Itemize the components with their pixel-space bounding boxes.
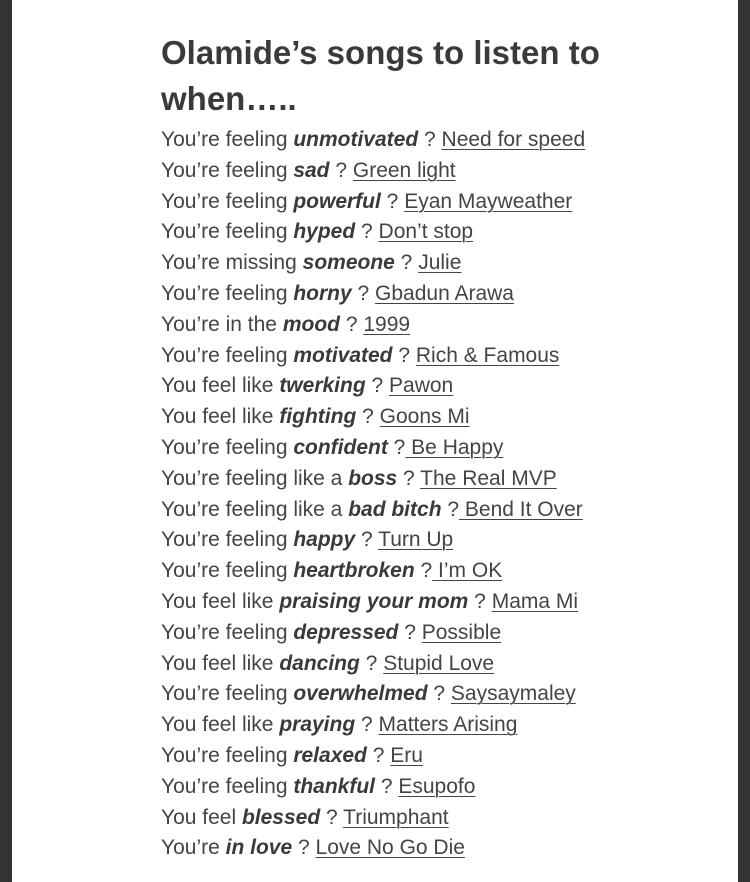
song-link[interactable]: Love No Go Die bbox=[315, 836, 465, 860]
prompt-text: You’re feeling bbox=[161, 559, 294, 583]
list-item bbox=[161, 833, 585, 864]
list-item bbox=[161, 587, 585, 618]
song-link[interactable]: Julie bbox=[418, 251, 462, 275]
mood-keyword: thankful bbox=[293, 774, 375, 798]
list-item bbox=[161, 402, 585, 433]
song-link[interactable]: Esupofo bbox=[398, 774, 476, 798]
list-item bbox=[161, 464, 585, 495]
song-link[interactable]: Don’t stop bbox=[378, 220, 474, 244]
mood-keyword: fighting bbox=[279, 405, 357, 429]
song-list bbox=[161, 125, 585, 864]
list-item bbox=[161, 679, 585, 710]
mood-keyword: praising your mom bbox=[279, 589, 469, 613]
song-link[interactable]: Triumphant bbox=[343, 805, 449, 829]
mood-keyword: praying bbox=[279, 713, 356, 737]
prompt-text: You feel like bbox=[161, 405, 280, 429]
question-mark: ? bbox=[355, 713, 379, 737]
question-mark: ? bbox=[355, 220, 379, 244]
list-item bbox=[161, 248, 585, 279]
question-mark: ? bbox=[418, 128, 442, 151]
song-link[interactable]: Eyan Mayweather bbox=[404, 189, 573, 213]
question-mark: ? bbox=[365, 374, 390, 398]
list-item bbox=[161, 187, 585, 218]
page-title: Olamide’s songs to listen to when….. bbox=[161, 34, 600, 117]
song-link[interactable]: Saysaymaley bbox=[450, 682, 576, 706]
mood-keyword: happy bbox=[293, 528, 356, 552]
mood-keyword: overwhelmed bbox=[293, 682, 428, 706]
prompt-text: You feel like bbox=[161, 651, 280, 675]
song-link[interactable]: Need for speed bbox=[441, 128, 586, 151]
list-item bbox=[161, 156, 585, 187]
prompt-text: You feel like bbox=[161, 713, 280, 737]
prompt-text: You’re feeling bbox=[161, 281, 294, 305]
list-item bbox=[161, 371, 585, 402]
song-link[interactable]: Bend It Over bbox=[459, 497, 583, 521]
mood-keyword: motivated bbox=[293, 343, 393, 367]
mood-keyword: horny bbox=[293, 281, 352, 305]
list-item bbox=[161, 310, 585, 341]
question-mark: ? bbox=[387, 435, 406, 459]
question-mark: ? bbox=[398, 620, 422, 644]
question-mark: ? bbox=[427, 682, 451, 706]
mood-keyword: twerking bbox=[279, 374, 366, 398]
question-mark: ? bbox=[339, 312, 364, 336]
song-link[interactable]: Rich & Famous bbox=[415, 343, 560, 367]
prompt-text: You’re feeling bbox=[161, 189, 294, 213]
mood-keyword: blessed bbox=[241, 805, 321, 829]
question-mark: ? bbox=[380, 189, 405, 213]
mood-keyword: in love bbox=[225, 836, 293, 860]
song-link[interactable]: Pawon bbox=[389, 374, 454, 398]
prompt-text: You’re feeling bbox=[161, 774, 294, 798]
prompt-text: You’re feeling bbox=[161, 743, 294, 767]
prompt-text: You’re feeling bbox=[161, 682, 294, 706]
question-mark: ? bbox=[392, 343, 416, 367]
question-mark: ? bbox=[351, 281, 376, 305]
prompt-text: You’re feeling bbox=[161, 343, 294, 367]
list-item bbox=[161, 433, 585, 464]
mood-keyword: hyped bbox=[293, 220, 356, 244]
song-link[interactable]: 1999 bbox=[363, 312, 411, 336]
question-mark: ? bbox=[329, 158, 353, 182]
mood-keyword: boss bbox=[348, 466, 398, 490]
mood-keyword: someone bbox=[302, 251, 395, 275]
mood-keyword: sad bbox=[293, 158, 330, 182]
mood-keyword: powerful bbox=[293, 189, 381, 213]
question-mark: ? bbox=[375, 774, 399, 798]
song-link[interactable]: Mama Mi bbox=[491, 589, 579, 613]
prompt-text: You’re feeling bbox=[161, 128, 294, 151]
mood-keyword: heartbroken bbox=[293, 559, 415, 583]
question-mark: ? bbox=[414, 559, 433, 583]
mood-keyword: bad bitch bbox=[348, 497, 442, 521]
prompt-text: You feel like bbox=[161, 589, 280, 613]
question-mark: ? bbox=[292, 836, 316, 860]
list-item bbox=[161, 772, 585, 803]
question-mark: ? bbox=[320, 805, 344, 829]
list-item bbox=[161, 279, 585, 310]
list-item bbox=[161, 341, 585, 372]
prompt-text: You’re feeling bbox=[161, 435, 294, 459]
prompt-text: You’re feeling bbox=[161, 620, 294, 644]
question-mark: ? bbox=[468, 589, 492, 613]
prompt-text: You’re feeling bbox=[161, 158, 294, 182]
mood-keyword: mood bbox=[282, 312, 340, 336]
list-item bbox=[161, 495, 585, 526]
song-link[interactable]: The Real MVP bbox=[420, 466, 557, 490]
list-item bbox=[161, 556, 585, 587]
prompt-text: You feel bbox=[161, 805, 242, 829]
list-item bbox=[161, 125, 585, 156]
song-link[interactable]: Eru bbox=[390, 743, 423, 767]
song-link[interactable]: Turn Up bbox=[378, 528, 454, 552]
prompt-text: You feel like bbox=[161, 374, 280, 398]
mood-keyword: dancing bbox=[279, 651, 360, 675]
mood-keyword: confident bbox=[293, 435, 388, 459]
prompt-text: You’re in the bbox=[161, 312, 283, 336]
document-page bbox=[12, 0, 738, 882]
mood-keyword: relaxed bbox=[293, 743, 367, 767]
song-link[interactable]: Green light bbox=[352, 158, 456, 182]
song-link[interactable]: Possible bbox=[421, 620, 502, 644]
list-item bbox=[161, 710, 585, 741]
list-item bbox=[161, 649, 585, 680]
list-item bbox=[161, 741, 585, 772]
prompt-text: You’re bbox=[161, 836, 226, 860]
song-link[interactable]: Stupid Love bbox=[383, 651, 495, 675]
prompt-text: You’re feeling like a bbox=[161, 497, 349, 521]
question-mark: ? bbox=[366, 743, 391, 767]
question-mark: ? bbox=[359, 651, 384, 675]
list-item bbox=[161, 618, 585, 649]
list-item bbox=[161, 217, 585, 248]
question-mark: ? bbox=[441, 497, 460, 521]
prompt-text: You’re feeling like a bbox=[161, 466, 349, 490]
song-link[interactable]: Gbadun Arawa bbox=[375, 281, 514, 305]
prompt-text: You’re missing bbox=[161, 251, 303, 275]
mood-keyword: depressed bbox=[293, 620, 399, 644]
question-mark: ? bbox=[394, 251, 419, 275]
mood-keyword: unmotivated bbox=[293, 128, 419, 151]
question-mark: ? bbox=[397, 466, 421, 490]
question-mark: ? bbox=[356, 405, 380, 429]
song-link[interactable]: I’m OK bbox=[432, 559, 503, 583]
question-mark: ? bbox=[355, 528, 379, 552]
song-link[interactable]: Be Happy bbox=[405, 435, 504, 459]
song-link[interactable]: Goons Mi bbox=[379, 405, 470, 429]
list-item bbox=[161, 525, 585, 556]
prompt-text: You’re feeling bbox=[161, 220, 294, 244]
prompt-text: You’re feeling bbox=[161, 528, 294, 552]
song-link[interactable]: Matters Arising bbox=[378, 713, 518, 737]
list-item bbox=[161, 803, 585, 834]
